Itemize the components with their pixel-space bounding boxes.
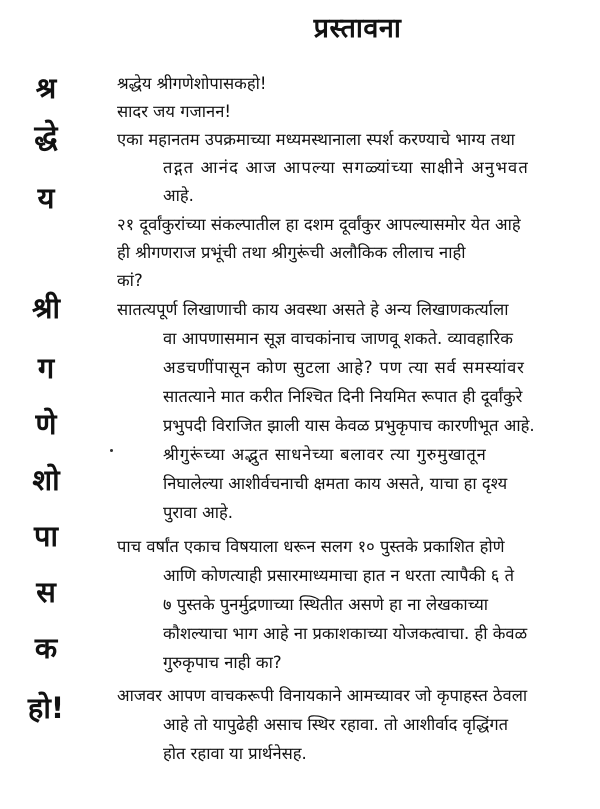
paragraph-line: एका महानतम उपक्रमाच्या मध्यमस्थानाला स्पर्श करण्याचे भाग्य तथा: [117, 130, 515, 149]
side-char: श्री: [31, 291, 61, 325]
paragraph-line: वा आपणासमान सूज्ञ वाचकांनाच जाणवू शकते. व्यावहारिक: [163, 329, 513, 348]
side-char: द्धे: [34, 119, 58, 153]
paragraph-line: सातत्याने मात करीत निश्चित दिनी नियमित रूपात ही दूर्वांकुरे: [163, 387, 523, 406]
side-char: पा: [34, 519, 58, 553]
paragraph-line: पाच वर्षांत एकाच विषयाला धरून सलग १० पुस्तके प्रकाशित होणे: [117, 537, 505, 556]
paragraph-line: तद्गत आनंद आज आपल्या सगळ्यांच्या साक्षीने अनुभवत: [163, 158, 530, 177]
paragraph-line: ७ पुस्तके पुनर्मुद्रणाच्या स्थितीत असणे हा ना लेखकाच्या: [163, 595, 489, 614]
paragraph-line: अडचणींपासून कोण सुटला आहे? पण त्या सर्व समस्यांवर: [163, 358, 525, 377]
side-char: य: [37, 181, 55, 215]
paragraph-line: होत रहावा या प्रार्थनेसह.: [163, 744, 307, 763]
paragraph-line: आहे.: [163, 186, 194, 205]
paragraph-line: गुरुकृपाच नाही का?: [163, 653, 282, 672]
paragraph-line: निघालेल्या आशीर्वचनाची क्षमता काय असते, याचा हा दृश्य: [163, 474, 508, 493]
side-char: स: [36, 575, 56, 609]
paragraph-line: आहे तो यापुढेही असाच स्थिर रहावा. तो आशीर्वाद वृद्धिंगत: [163, 715, 509, 734]
paragraph-line: सातत्यपूर्ण लिखाणाची काय अवस्था असते हे अन्य लिखाणकर्त्याला: [117, 300, 509, 319]
paragraph-line: ही श्रीगणराज प्रभूंची तथा श्रीगुरूंची अलौकिक लीलाच नाही: [117, 243, 466, 262]
page-title: प्रस्तावना: [313, 13, 402, 44]
greeting-line: सादर जय गजानन!: [117, 102, 231, 121]
side-char: क: [34, 631, 58, 665]
paragraph-line: कां?: [117, 271, 143, 290]
scan-speck: [110, 449, 113, 452]
paragraph-line: २१ दूर्वांकुरांच्या संकल्पातील हा दशम दूर्वांकुर आपल्यासमोर येत आहे: [117, 215, 521, 234]
side-char: ग: [37, 351, 55, 385]
paragraph-line: आजवर आपण वाचकरूपी विनायकाने आमच्यावर जो कृपाहस्त ठेवला: [117, 686, 528, 705]
paragraph-line: कौशल्याचा भाग आहे ना प्रकाशकाच्या योजकत्वाचा. ही केवळ: [163, 624, 528, 643]
paragraph-line: प्रभुपदी विराजित झाली यास केवळ प्रभुकृपाच कारणीभूत आहे.: [163, 416, 535, 435]
side-char: हो!: [27, 691, 65, 725]
paragraph-line: आणि कोणत्याही प्रसारमाध्यमाचा हात न धरता त्यापैकी ६ ते: [163, 566, 515, 585]
side-char: शो: [32, 463, 60, 497]
side-char: णे: [35, 407, 57, 441]
side-char: श्र: [35, 71, 57, 105]
salutation-line: श्रद्धेय श्रीगणेशोपासकहो!: [117, 74, 267, 93]
paragraph-line: श्रीगुरूंच्या अद्भुत साधनेच्या बलावर त्या गुरुमुखातून: [163, 445, 487, 464]
paragraph-line: पुरावा आहे.: [163, 503, 233, 522]
